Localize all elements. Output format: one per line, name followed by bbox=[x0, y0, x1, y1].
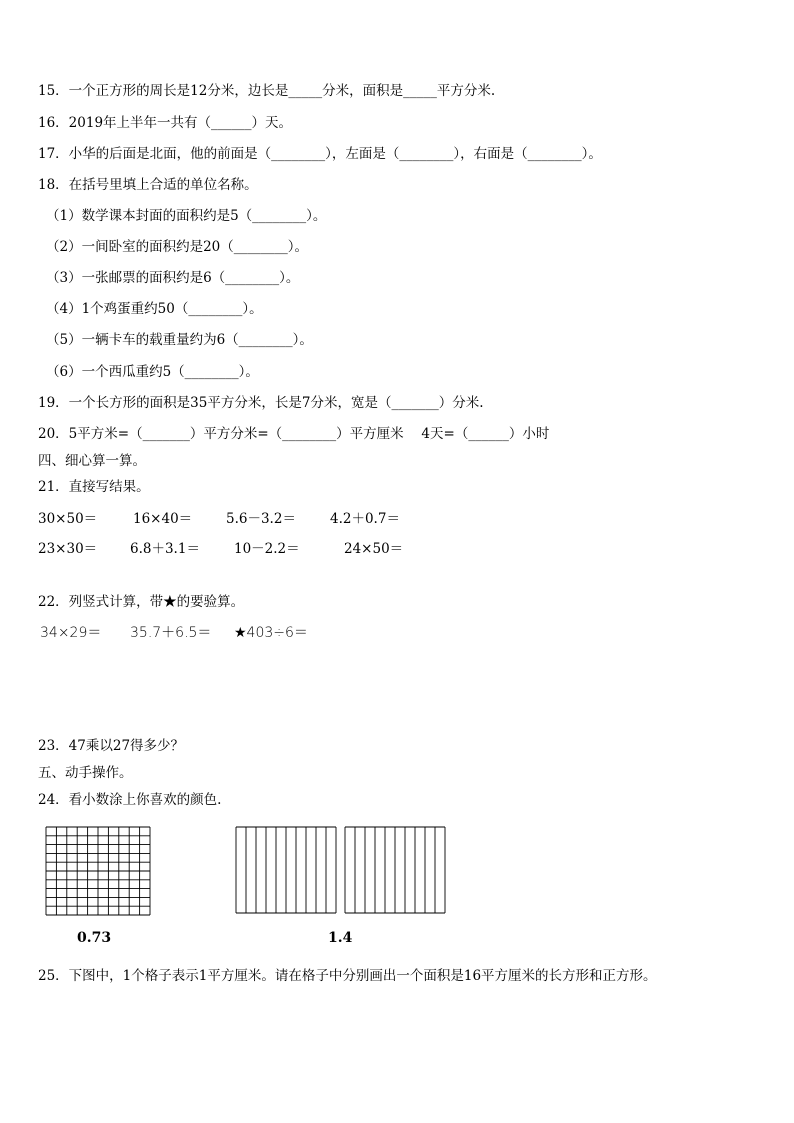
question-18: 18．在括号里填上合适的单位名称。 bbox=[38, 177, 258, 193]
question-19: 19．一个长方形的面积是35平方分米，长是7分米，宽是（_______）分米. bbox=[38, 395, 484, 411]
question-17: 17．小华的后面是北面，他的前面是（________），左面是（________），右面是（________）。 bbox=[38, 146, 602, 162]
calc-item: 30×50＝ bbox=[38, 511, 98, 527]
section-4-heading: 四、细心算一算。 bbox=[38, 453, 146, 469]
question-18-item-4: （4）1个鸡蛋重约50（________）。 bbox=[46, 301, 263, 317]
hundred-grid bbox=[45, 826, 151, 916]
calc-item: 24×50＝ bbox=[344, 541, 404, 557]
vertical-calc-item: 35.7＋6.5＝ bbox=[130, 625, 212, 641]
question-18-item-3: （3）一张邮票的面积约是6（________）。 bbox=[46, 270, 300, 286]
vertical-calc-item: 34×29＝ bbox=[40, 625, 102, 641]
calc-item: 5.6－3.2＝ bbox=[226, 511, 296, 527]
calc-item: 23×30＝ bbox=[38, 541, 98, 557]
vertical-calc-item: ★403÷6＝ bbox=[234, 625, 308, 641]
section-5-heading: 五、动手操作。 bbox=[38, 765, 133, 781]
question-15: 15．一个正方形的周长是12分米，边长是_____分米，面积是_____平方分米. bbox=[38, 83, 496, 99]
decimal-label: 1.4 bbox=[328, 930, 353, 946]
question-20: 20．5平方米=（_______）平方分米=（________）平方厘米 4天=（______）小时 bbox=[38, 426, 550, 442]
question-18-item-2: （2）一间卧室的面积约是20（________）。 bbox=[46, 239, 309, 255]
calc-item: 6.8＋3.1＝ bbox=[130, 541, 200, 557]
question-25: 25．下图中，1个格子表示1平方厘米。请在格子中分别画出一个面积是16平方厘米的长方形和正方形。 bbox=[38, 968, 657, 984]
question-18-item-1: （1）数学课本封面的面积约是5（________）。 bbox=[46, 208, 327, 224]
question-18-item-6: （6）一个西瓜重约5（________）。 bbox=[46, 364, 259, 380]
strip-grid-1 bbox=[235, 826, 337, 914]
question-23: 23．47乘以27得多少？ bbox=[38, 738, 185, 754]
calc-item: 10－2.2＝ bbox=[234, 541, 300, 557]
strip-grid-2 bbox=[344, 826, 446, 914]
decimal-label: 0.73 bbox=[77, 930, 112, 946]
calc-item: 16×40＝ bbox=[133, 511, 193, 527]
question-21: 21．直接写结果。 bbox=[38, 479, 150, 495]
question-22: 22．列竖式计算，带★的要验算。 bbox=[38, 594, 245, 610]
question-18-item-5: （5）一辆卡车的载重量约为6（________）。 bbox=[46, 332, 313, 348]
question-24: 24．看小数涂上你喜欢的颜色. bbox=[38, 792, 222, 808]
calc-item: 4.2＋0.7＝ bbox=[330, 511, 400, 527]
question-16: 16．2019年上半年一共有（______）天。 bbox=[38, 115, 293, 131]
